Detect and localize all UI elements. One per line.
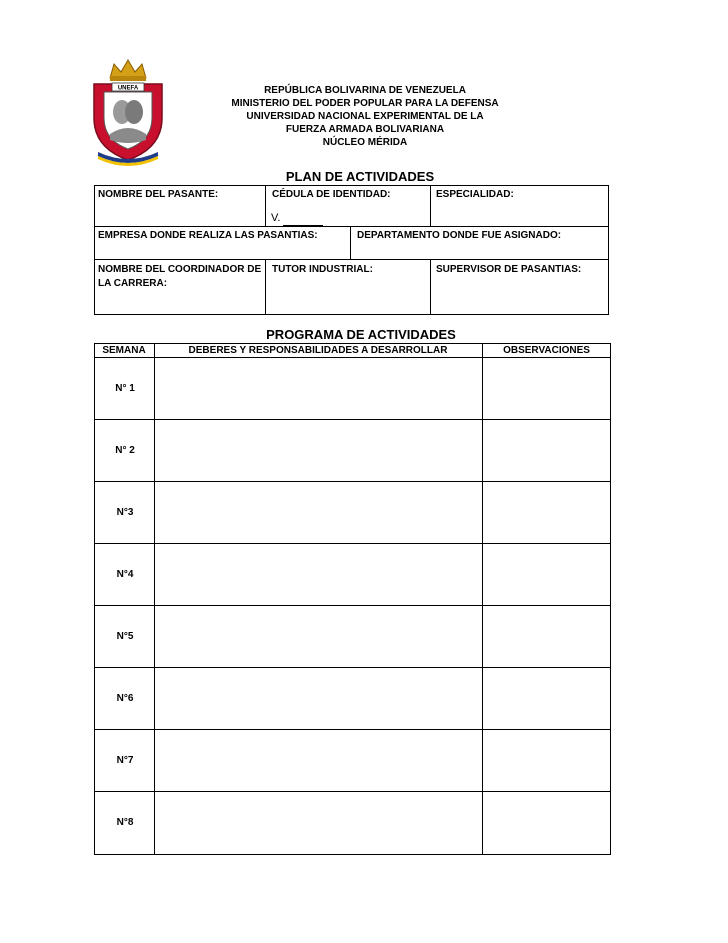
plan-row2-col-divider <box>350 226 351 259</box>
plan-table <box>94 185 609 315</box>
col-header-semana: SEMANA <box>102 345 146 356</box>
week-row-divider-4 <box>94 605 611 606</box>
header-line-3: UNIVERSIDAD NACIONAL EXPERIMENTAL DE LA <box>246 111 484 122</box>
week-row-divider-7 <box>94 791 611 792</box>
week-row-divider-5 <box>94 667 611 668</box>
university-seal-icon <box>88 56 168 166</box>
cedula-underline <box>283 225 323 226</box>
week-row-divider-1 <box>94 419 611 420</box>
week-row-divider-3 <box>94 543 611 544</box>
plan-row1-col-divider-1 <box>265 185 266 226</box>
plan-row1-col-divider-2 <box>430 185 431 226</box>
plan-title: PLAN DE ACTIVIDADES <box>285 169 435 184</box>
header-line-4: FUERZA ARMADA BOLIVARIANA <box>285 124 445 135</box>
week-label-5: N°5 <box>116 631 134 642</box>
plan-row3-col-divider-1 <box>265 259 266 315</box>
label-supervisor: SUPERVISOR DE PASANTIAS: <box>436 264 582 275</box>
label-departamento: DEPARTAMENTO DONDE FUE ASIGNADO: <box>357 230 562 241</box>
header-block <box>200 84 530 149</box>
header-line-5: NÚCLEO MÉRIDA <box>322 137 408 148</box>
value-cedula: V. <box>271 212 281 224</box>
label-empresa: EMPRESA DONDE REALIZA LAS PASANTIAS: <box>98 230 318 241</box>
label-nombre-pasante: NOMBRE DEL PASANTE: <box>98 189 219 200</box>
plan-row-divider-2 <box>94 259 609 260</box>
programa-header-divider <box>94 357 611 358</box>
col-header-deberes: DEBERES Y RESPONSABILIDADES A DESARROLLAR <box>188 345 448 356</box>
label-tutor: TUTOR INDUSTRIAL: <box>272 264 373 275</box>
plan-row3-col-divider-2 <box>430 259 431 315</box>
seal-text: UNEFA <box>117 85 139 92</box>
label-especialidad: ESPECIALIDAD: <box>436 189 514 200</box>
week-row-divider-6 <box>94 729 611 730</box>
week-row-divider-2 <box>94 481 611 482</box>
week-label-4: N°4 <box>116 569 134 580</box>
week-label-2: N° 2 <box>115 445 135 456</box>
label-cedula: CÉDULA DE IDENTIDAD: <box>272 189 391 200</box>
week-label-7: N°7 <box>116 755 134 766</box>
programa-title: PROGRAMA DE ACTIVIDADES <box>266 327 456 342</box>
header-line-1: REPÚBLICA BOLIVARINA DE VENEZUELA <box>264 85 466 96</box>
week-label-8: N°8 <box>116 817 134 828</box>
week-label-6: N°6 <box>116 693 134 704</box>
week-label-3: N°3 <box>116 507 134 518</box>
week-label-1: N° 1 <box>115 383 135 394</box>
plan-row-divider-1 <box>94 226 609 227</box>
header-line-2: MINISTERIO DEL PODER POPULAR PARA LA DEFENSA <box>231 98 499 109</box>
col-header-observaciones: OBSERVACIONES <box>503 345 590 356</box>
label-coordinador: NOMBRE DEL COORDINADOR DE LA CARRERA: <box>98 264 262 289</box>
